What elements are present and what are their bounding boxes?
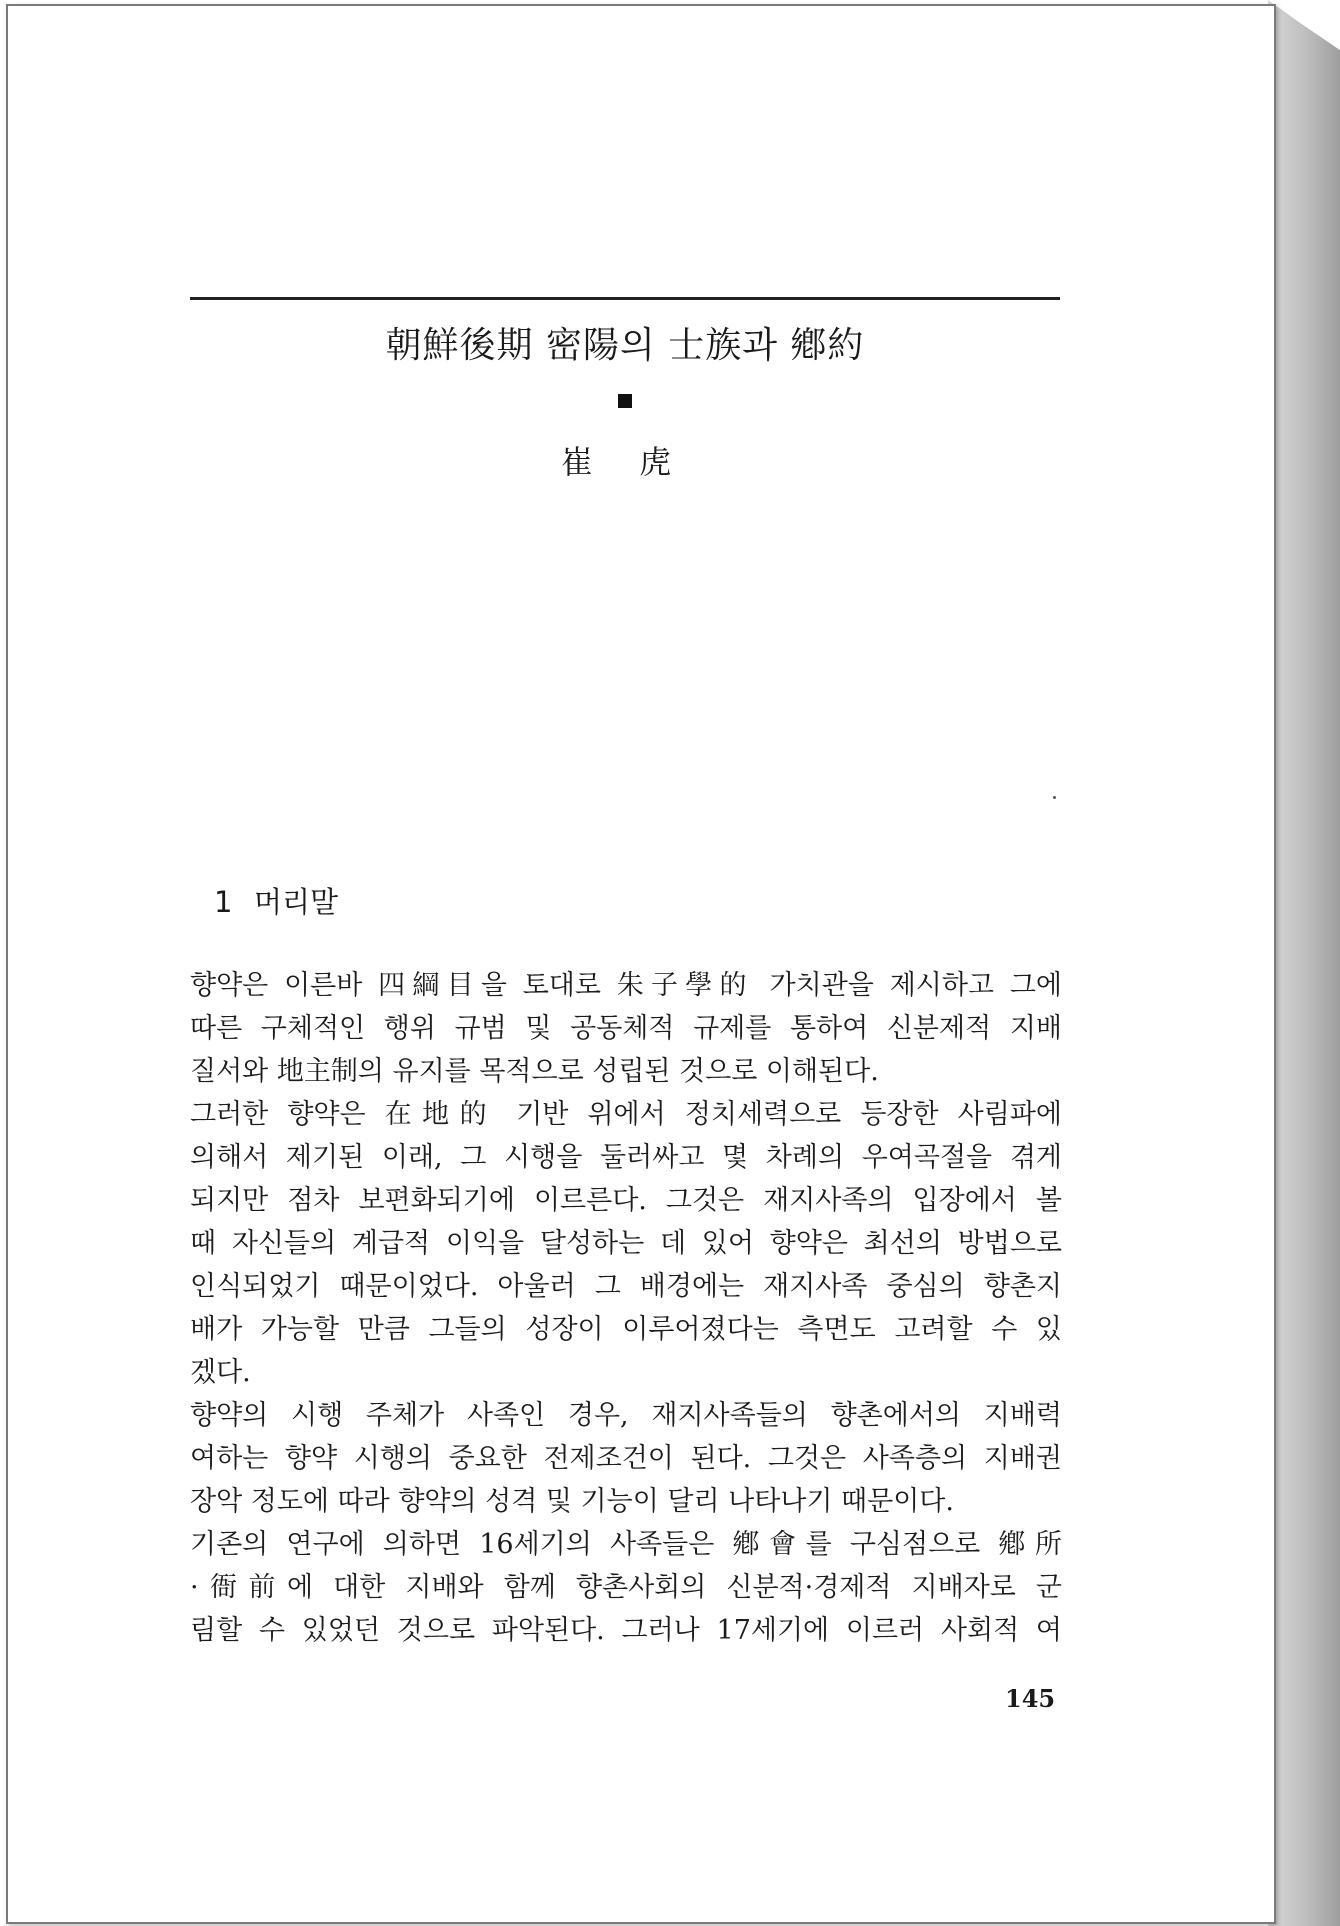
article-title: 朝鮮後期 密陽의 士族과 鄕約 [385, 325, 865, 366]
text-line: 장악 정도에 따라 향약의 성격 및 기능이 달리 나타나기 때문이다. [190, 1486, 954, 1517]
text-line: 향약은 이른바 四綱目을 토대로 朱子學的 가치관을 제시하고 그에 [190, 970, 1062, 1001]
section-title: 머리말 [254, 885, 339, 919]
text-line: 인식되었기 때문이었다. 아울러 그 배경에는 재지사족 중심의 향촌지 [190, 1271, 1062, 1302]
text-line: 따른 구체적인 행위 규범 및 공동체적 규제를 통하여 신분제적 지배 [190, 1013, 1062, 1044]
text-line: 향약의 시행 주체가 사족인 경우, 재지사족들의 향촌에서의 지배력 [190, 1400, 1062, 1431]
author-name: 崔 虎 [560, 443, 690, 481]
text-line: 배가 가능할 만큼 그들의 성장이 이루어졌다는 측면도 고려할 수 있 [190, 1314, 1062, 1345]
document-page [6, 4, 1276, 1924]
text-line: 여하는 향약 시행의 중요한 전제조건이 된다. 그것은 사족층의 지배권 [190, 1443, 1062, 1474]
paragraph [190, 1093, 1062, 1394]
title-rule [190, 297, 1060, 300]
separator-square-icon [618, 394, 632, 408]
text-line: 기존의 연구에 의하면 16세기의 사족들은 鄕會를 구심점으로 鄕所 [190, 1529, 1062, 1560]
paragraph [190, 1523, 1062, 1652]
section-heading [214, 880, 338, 921]
text-line: 때 자신들의 계급적 이익을 달성하는 데 있어 향약은 최선의 방법으로 [190, 1228, 1062, 1259]
page-number: 145 [1005, 1684, 1056, 1713]
text-line: 겠다. [190, 1357, 251, 1388]
text-line: 되지만 점차 보편화되기에 이르른다. 그것은 재지사족의 입장에서 볼 [190, 1185, 1062, 1216]
section-number: 1 [214, 885, 233, 919]
body-text [190, 964, 1062, 1652]
text-line: ·衙前에 대한 지배와 함께 향촌사회의 신분적·경제적 지배자로 군 [190, 1572, 1062, 1603]
text-line: 그러한 향약은 在地的 기반 위에서 정치세력으로 등장한 사림파에 [190, 1099, 1062, 1130]
page-stack-edge [1268, 0, 1340, 1926]
scan-speck [1053, 796, 1056, 799]
paragraph [190, 964, 1062, 1093]
paragraph [190, 1394, 1062, 1523]
text-line: 의해서 제기된 이래, 그 시행을 둘러싸고 몇 차례의 우여곡절을 겪게 [190, 1142, 1062, 1173]
text-line: 림할 수 있었던 것으로 파악된다. 그러나 17세기에 이르러 사회적 여 [190, 1615, 1062, 1646]
text-line: 질서와 地主制의 유지를 목적으로 성립된 것으로 이해된다. [190, 1056, 879, 1087]
